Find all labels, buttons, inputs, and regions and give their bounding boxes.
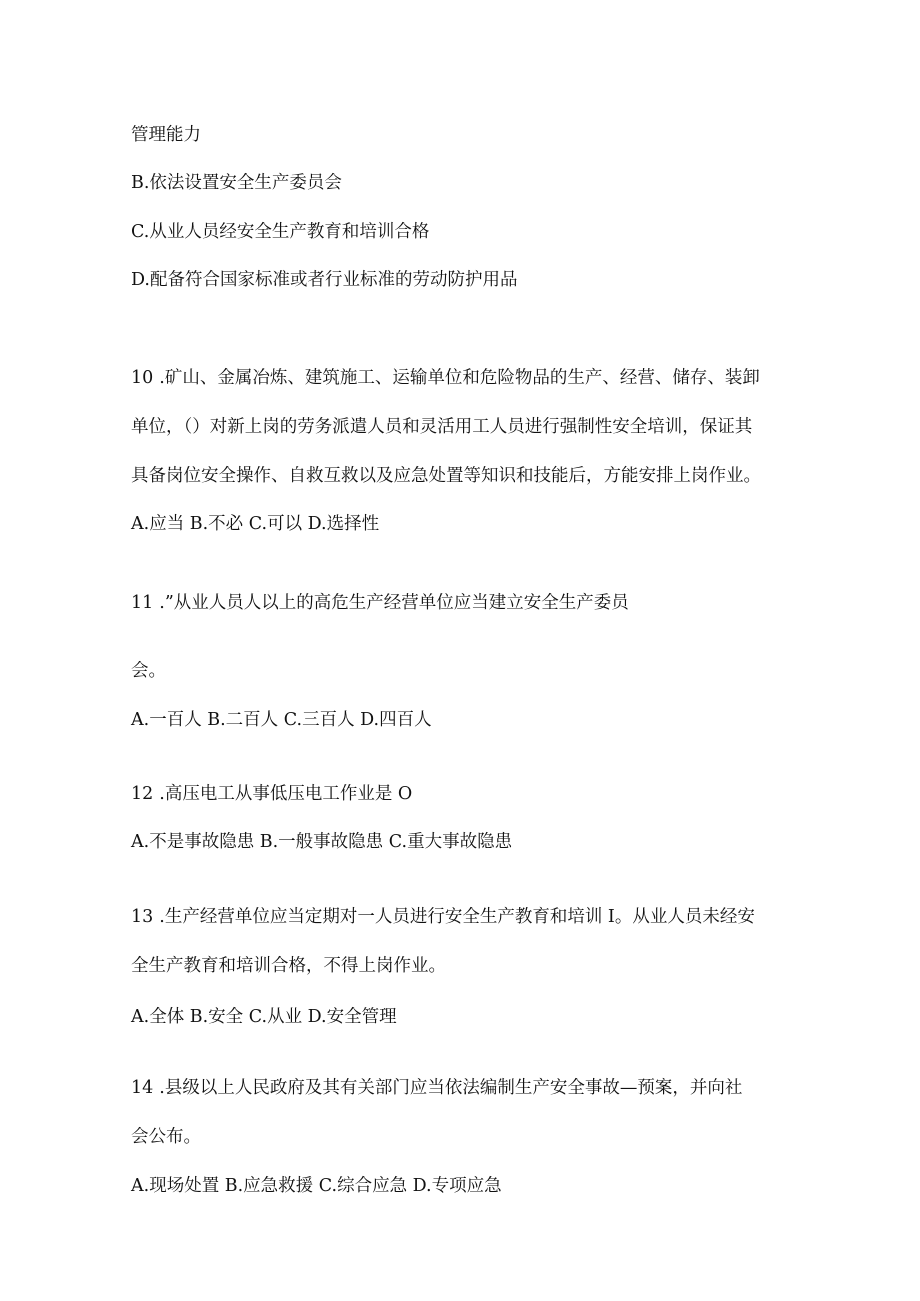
q12-options: A.不是事故隐患 B.一般事故隐患 C.重大事故隐患 <box>131 832 513 852</box>
q14-number: 14 <box>131 1078 154 1098</box>
q13-text-1: .生产经营单位应当定期对一人员进行安全生产教育和培训 I。从业人员未经安 <box>159 907 755 927</box>
q11-options: A.一百人 B.二百人 C.三百人 D.四百人 <box>131 710 432 730</box>
q11-text-1: .”从业人员人以上的高危生产经营单位应当建立安全生产委员 <box>159 593 629 613</box>
q14-line-2: 会公布。 <box>131 1127 201 1147</box>
q9-continuation: 管理能力 <box>131 125 201 145</box>
q10-options: A.应当 B.不必 C.可以 D.选择性 <box>131 514 380 534</box>
q11-line-2: 会。 <box>131 661 166 681</box>
q12-line-1 <box>131 783 412 805</box>
q10-line-2: 单位，（）对新上岗的劳务派遣人员和灵活用工人员进行强制性安全培训，保证其 <box>131 417 753 437</box>
q13-options: A.全体 B.安全 C.从业 D.安全管理 <box>131 1007 397 1027</box>
q14-line-1 <box>131 1077 742 1099</box>
q13-number: 13 <box>131 907 154 927</box>
q13-line-2: 全生产教育和培训合格，不得上岗作业。 <box>131 956 446 976</box>
q12-number: 12 <box>131 784 154 804</box>
q11-line-1 <box>131 592 629 614</box>
q11-number: 11 <box>131 593 154 613</box>
q10-number: 10 <box>131 368 154 388</box>
q12-text-1: .高压电工从事低压电工作业是 O <box>159 784 413 804</box>
q10-line-1 <box>131 367 760 389</box>
q9-option-d: D.配备符合国家标准或者行业标准的劳动防护用品 <box>131 270 518 290</box>
q10-line-3: 具备岗位安全操作、自救互救以及应急处置等知识和技能后，方能安排上岗作业。 <box>131 466 761 486</box>
q10-text-1: .矿山、金属冶炼、建筑施工、运输单位和危险物品的生产、经营、储存、装卸 <box>159 368 760 388</box>
q13-line-1 <box>131 906 755 928</box>
q14-options: A.现场处置 B.应急救援 C.综合应急 D.专项应急 <box>131 1176 502 1196</box>
q14-text-1: .县级以上人民政府及其有关部门应当依法编制生产安全事故—预案，并向社 <box>159 1078 743 1098</box>
q9-option-c: C.从业人员经安全生产教育和培训合格 <box>131 222 430 242</box>
q9-option-b: B.依法设置安全生产委员会 <box>131 173 342 193</box>
